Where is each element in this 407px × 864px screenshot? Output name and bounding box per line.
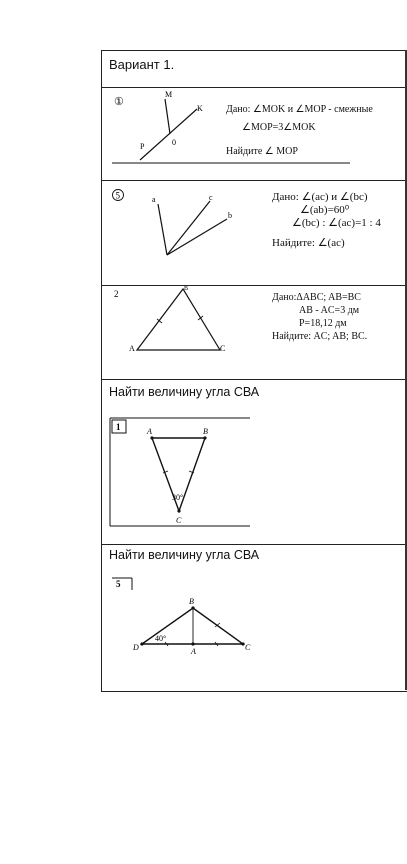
point-b [191,606,194,609]
label-c: C [245,643,251,652]
task-1-title: Найти величину угла СВА [109,385,260,399]
label-k: K [197,104,203,113]
label-b: B [189,597,194,606]
problem-1-given: Дано: ∠MOK и ∠MOP - смежные [226,104,373,115]
ray-a [158,204,167,255]
label-p: P [140,142,145,151]
angle-label: 30° [172,493,184,502]
variant-title: Вариант 1. [109,57,175,72]
problem-5-line2: ∠(bc) : ∠(ac)=1 : 4 [292,217,381,229]
problem-1-row [102,87,407,181]
problem-1-find: Найдите ∠ MOP [226,146,298,157]
triangle-abc [137,289,220,350]
problem-5-given: Дано: ∠(ac) и ∠(bc) [272,191,368,203]
ray-b [167,219,227,255]
angle-label: 40° [155,634,167,643]
task-1-figure [102,379,407,544]
label-a: A [129,344,135,353]
label-o: 0 [172,138,176,147]
problem-5-row [102,180,407,286]
problem-5-line1: ∠(ab)=60⁰ [300,204,350,216]
task-2-title: Найти величину угла СВА [109,548,260,562]
point-a [150,436,153,439]
point-a [191,642,194,645]
problem-1-relation: ∠MOP=3∠MOK [242,122,316,133]
label-a: A [147,427,152,436]
task-2-row [102,544,407,690]
problem-5-number: 5 [115,190,120,201]
label-m: M [165,90,173,99]
point-b [203,436,206,439]
problem-2-row [102,285,407,380]
figure-5-number: 5 [116,579,121,589]
variant-row [102,51,407,88]
worksheet-table [101,50,407,692]
figure-1-number: 1 [116,422,121,432]
problem-2-find: Найдите: AC; AB; BC. [272,331,368,342]
label-a: A [191,647,196,656]
problem-2-line1: AB - AC=3 дм [299,305,360,316]
label-d: D [133,643,139,652]
label-b: b [228,211,232,220]
label-b: B [184,286,189,292]
problem-2-line2: P=18,12 дм [299,318,347,329]
label-b: B [203,427,208,436]
point-d [140,642,143,645]
point-c [177,509,180,512]
line-po-k [140,109,197,160]
label-c: C [220,344,226,353]
ray-c [167,201,210,255]
problem-2-given: Дано:ΔABC; AB=BC [272,292,361,303]
problem-5-find: Найдите: ∠(ac) [272,237,345,249]
problem-2-number: 2 [114,289,119,299]
label-c: c [209,193,213,202]
label-c: C [176,516,182,525]
task-1-row [102,379,407,545]
tick-bc [198,316,203,320]
task-2-figure [102,544,407,690]
label-a: a [152,195,156,204]
ray-om [165,99,170,134]
problem-1-number: ① [114,96,124,108]
